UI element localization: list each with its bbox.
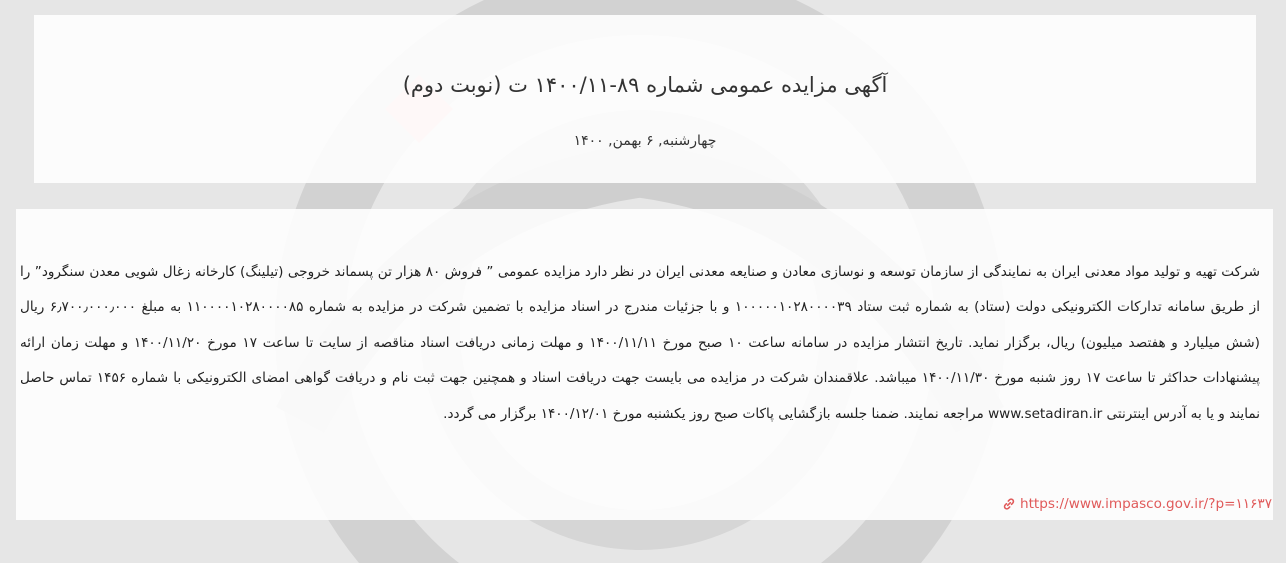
source-url: https://www.impasco.gov.ir/?p=۱۱۶۳۷ (1019, 496, 1272, 512)
title-card (34, 15, 1256, 183)
article-body: شرکت تهیه و تولید مواد معدنی ایران به نمایندگی از سازمان توسعه و نوسازی معادن و صنایعه معدنی ایران در نظر دارد مزایده عمومی ” فروش ۸۰ هزار تن پسماند خروجی (تیلینگ) کارخانه زغال شویی معدن سنگرود” را از طریق سامانه تدارکات الکترونیکی دولت (ستاد) به شماره ثبت ستاد ۱۰۰۰۰۰۱۰۲۸۰۰۰۰۳۹ و با جزئیات مندرج در اسناد مزایده با تضمین شرکت در مزایده به شماره ۱۱۰۰۰۰۱۰۲۸۰۰۰۰۸۵ به مبلغ ۶٫۷۰۰٫۰۰۰٫۰۰۰ ریال (شش میلیارد و هفتصد میلیون) ریال، برگزار نماید. تاریخ انتشار مزایده در سامانه ساعت ۱۰ صبح مورخ ۱۴۰۰/۱۱/۱۱ و مهلت زمانی دریافت اسناد مناقصه از سایت تا ساعت ۱۷ مورخ ۱۴۰۰/۱۱/۲۰ و مهلت زمان ارائه پیشنهادات حداکثر تا ساعت ۱۷ روز شنبه مورخ ۱۴۰۰/۱۱/۳۰ میباشد. علاقمندان شرکت در مزایده می بایست جهت دریافت اسناد و همچنین جهت ثبت نام و دریافت گواهی امضای الکترونیکی با شماره ۱۴۵۶ تماس حاصل نمایند و یا به آدرس اینترنتی www.setadiran.ir مراجعه نمایند. ضمنا جلسه بازگشایی پاکات صبح روز یکشنبه مورخ ۱۴۰۰/۱۲/۰۱ برگزار می گردد. (20, 264, 1260, 422)
source-link[interactable] (1002, 496, 1272, 512)
link-icon (1002, 497, 1016, 511)
article-card (16, 209, 1273, 520)
page-title: آگهی مزایده عمومی شماره ۸۹-۱۴۰۰/۱۱ ت (نوبت دوم) (402, 73, 888, 97)
publish-date: چهارشنبه, ۶ بهمن, ۱۴۰۰ (573, 133, 717, 149)
